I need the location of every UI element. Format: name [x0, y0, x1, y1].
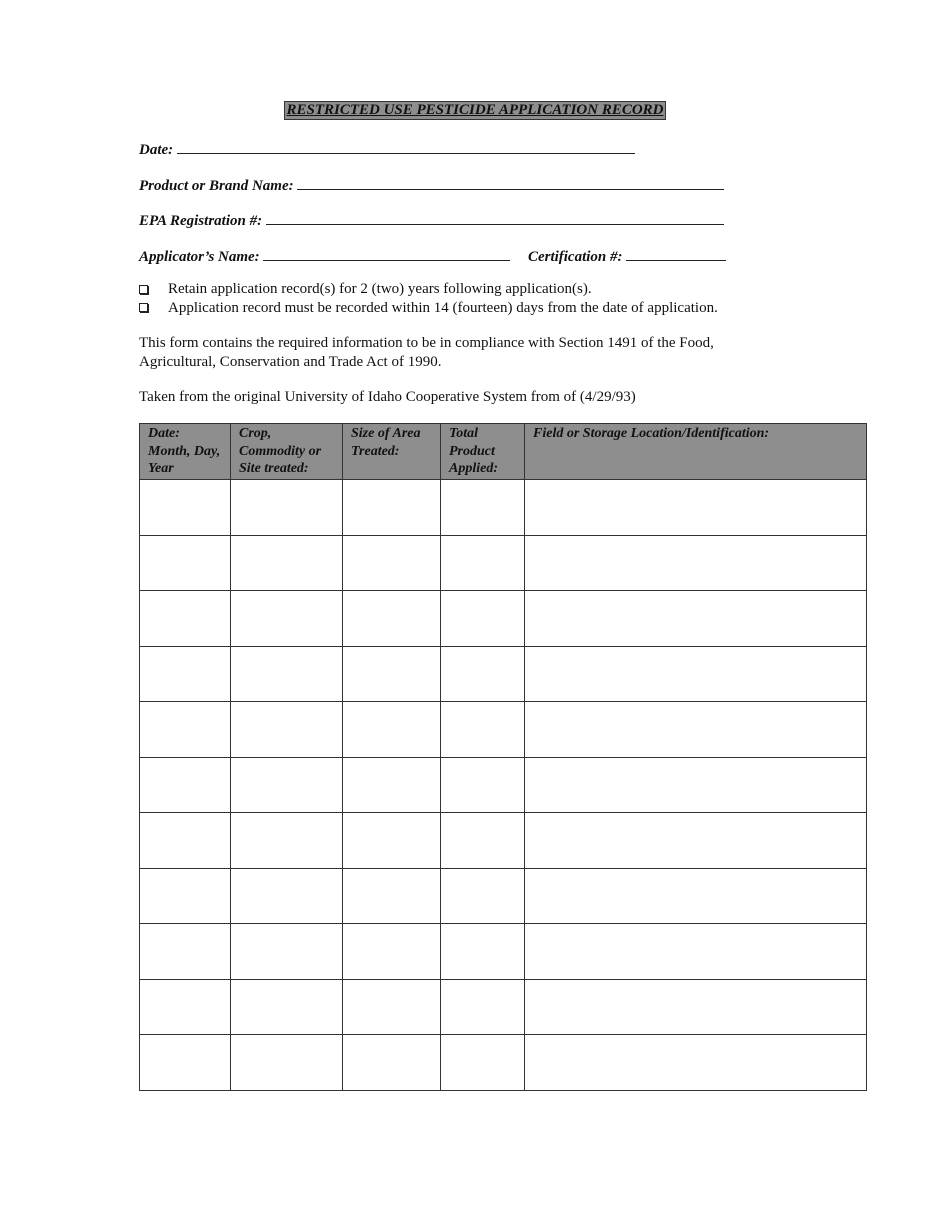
table-cell[interactable] [343, 757, 441, 813]
table-cell[interactable] [231, 535, 343, 591]
table-cell[interactable] [343, 868, 441, 924]
note-text: Retain application record(s) for 2 (two) years following application(s). [168, 281, 592, 297]
date-label: Date: [139, 142, 174, 158]
table-cell[interactable] [231, 868, 343, 924]
table-cell[interactable] [343, 646, 441, 702]
table-cell[interactable] [525, 591, 867, 647]
table-row [140, 979, 867, 1035]
table-cell[interactable] [140, 480, 231, 536]
table-cell[interactable] [231, 924, 343, 980]
table-cell[interactable] [343, 813, 441, 869]
certification-label: Certification #: [527, 249, 623, 265]
table-cell[interactable] [343, 535, 441, 591]
header-crop: Crop, Commodity or Site treated: [231, 424, 343, 480]
table-cell[interactable] [343, 702, 441, 758]
notes-list [139, 280, 718, 317]
table-row [140, 702, 867, 758]
certification-blank-line[interactable] [626, 246, 726, 261]
table-cell[interactable] [441, 979, 525, 1035]
table-row [140, 868, 867, 924]
table-row [140, 535, 867, 591]
table-row [140, 646, 867, 702]
table-body [140, 480, 867, 1091]
table-cell[interactable] [525, 1035, 867, 1091]
product-blank-line[interactable] [297, 175, 724, 190]
table-cell[interactable] [231, 813, 343, 869]
table-cell[interactable] [441, 702, 525, 758]
table-cell[interactable] [441, 535, 525, 591]
table-cell[interactable] [525, 924, 867, 980]
table-cell[interactable] [441, 480, 525, 536]
table-cell[interactable] [525, 813, 867, 869]
table-cell[interactable] [231, 702, 343, 758]
epa-label: EPA Registration #: [139, 213, 263, 229]
header-area-size: Size of Area Treated: [343, 424, 441, 480]
note-text: Application record must be recorded within 14 (fourteen) days from the date of application. [168, 299, 718, 316]
form-title-container [0, 101, 950, 120]
table-cell[interactable] [231, 1035, 343, 1091]
table-cell[interactable] [525, 646, 867, 702]
table-row [140, 813, 867, 869]
table-cell[interactable] [140, 1035, 231, 1091]
table-cell[interactable] [441, 1035, 525, 1091]
table-cell[interactable] [140, 757, 231, 813]
table-cell[interactable] [441, 757, 525, 813]
list-item [139, 299, 718, 318]
compliance-paragraph: This form contains the required information to be in compliance with Section 1491 of the Food, Agricultural, Conservation and Trade Act of 1990. [139, 335, 714, 370]
table-cell[interactable] [231, 646, 343, 702]
list-item [139, 280, 718, 299]
table-cell[interactable] [441, 924, 525, 980]
table-cell[interactable] [525, 757, 867, 813]
date-blank-line[interactable] [177, 139, 635, 154]
epa-field [139, 210, 724, 230]
table-cell[interactable] [140, 535, 231, 591]
applicator-field [139, 246, 726, 266]
table-cell[interactable] [231, 979, 343, 1035]
table-cell[interactable] [231, 757, 343, 813]
table-cell[interactable] [525, 535, 867, 591]
table-cell[interactable] [140, 979, 231, 1035]
applicator-label: Applicator’s Name: [139, 249, 260, 265]
table-cell[interactable] [140, 591, 231, 647]
table-header-row [140, 424, 867, 480]
table-cell[interactable] [231, 591, 343, 647]
checkbox-bullet-icon [139, 285, 148, 294]
checkbox-bullet-icon [139, 303, 148, 312]
table-cell[interactable] [343, 1035, 441, 1091]
table-cell[interactable] [441, 646, 525, 702]
table-cell[interactable] [525, 868, 867, 924]
header-date: Date: Month, Day, Year [140, 424, 231, 480]
table-cell[interactable] [343, 591, 441, 647]
table-row [140, 1035, 867, 1091]
epa-blank-line[interactable] [266, 210, 724, 225]
table-row [140, 924, 867, 980]
source-paragraph: Taken from the original University of Idaho Cooperative System from of (4/29/93) [139, 389, 636, 405]
application-record-table [139, 423, 867, 1091]
table-cell[interactable] [343, 924, 441, 980]
table-cell[interactable] [140, 868, 231, 924]
header-location: Field or Storage Location/Identification: [525, 424, 867, 480]
table-cell[interactable] [343, 979, 441, 1035]
header-total-product: Total Product Applied: [441, 424, 525, 480]
table-cell[interactable] [441, 868, 525, 924]
date-field [139, 139, 635, 159]
table-cell[interactable] [525, 702, 867, 758]
table-cell[interactable] [140, 702, 231, 758]
table-cell[interactable] [140, 813, 231, 869]
table-cell[interactable] [441, 813, 525, 869]
table-row [140, 757, 867, 813]
applicator-blank-line[interactable] [263, 246, 510, 261]
product-label: Product or Brand Name: [139, 178, 294, 194]
table-row [140, 591, 867, 647]
table-cell[interactable] [441, 591, 525, 647]
table-cell[interactable] [140, 924, 231, 980]
table-cell[interactable] [140, 646, 231, 702]
table-cell[interactable] [343, 480, 441, 536]
table-cell[interactable] [525, 480, 867, 536]
product-field [139, 175, 724, 195]
table-cell[interactable] [231, 480, 343, 536]
table-cell[interactable] [525, 979, 867, 1035]
form-title: RESTRICTED USE PESTICIDE APPLICATION RECORD [286, 102, 664, 118]
table-row [140, 480, 867, 536]
